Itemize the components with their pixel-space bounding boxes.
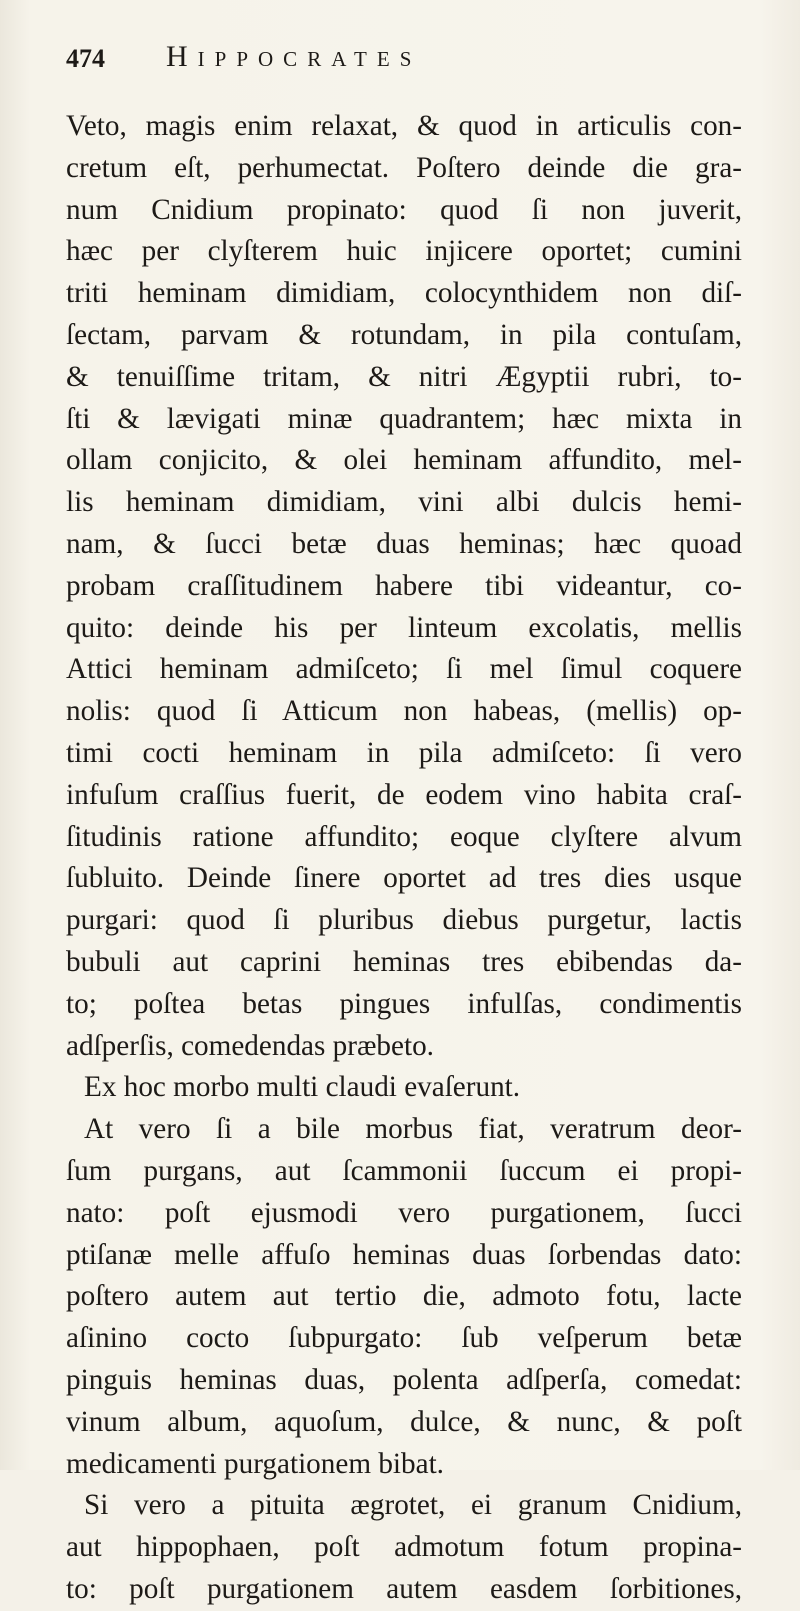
text-line: to; poſtea betas pingues infulſas, condimentis bbox=[66, 987, 742, 1020]
text-line: pinguis heminas duas, polenta adſperſa, comedat: bbox=[66, 1363, 742, 1396]
text-line: quito: deinde his per linteum excolatis, mellis bbox=[66, 611, 742, 644]
text-line: ollam conjicito, & olei heminam affundito, mel- bbox=[66, 444, 742, 477]
text-line: hæc per clyſterem huic injicere oportet; cumini bbox=[66, 235, 742, 268]
page-number: 474 bbox=[66, 44, 105, 73]
text-line: probam craſſitudinem habere tibi videantur, co- bbox=[66, 569, 742, 602]
text-line: to: poſt purgationem autem easdem ſorbitiones, bbox=[66, 1572, 742, 1605]
text-line: ſectam, parvam & rotundam, in pila contuſam, bbox=[66, 318, 742, 351]
body-text bbox=[66, 106, 742, 1611]
page-header bbox=[66, 36, 666, 76]
text-line: ſum purgans, aut ſcammonii ſuccum ei propi- bbox=[66, 1154, 742, 1187]
text-line: triti heminam dimidiam, colocynthidem non diſ- bbox=[66, 277, 742, 310]
text-line: num Cnidium propinato: quod ſi non juverit, bbox=[66, 193, 742, 226]
text-line: adſperſis, comedendas præbeto. bbox=[66, 1029, 434, 1062]
text-line: vinum album, aquoſum, dulce, & nunc, & poſt bbox=[66, 1405, 742, 1438]
text-line: ſitudinis ratione affundito; eoque clyſtere alvum bbox=[66, 820, 742, 853]
text-line: aſinino cocto ſubpurgato: ſub veſperum betæ bbox=[66, 1322, 742, 1355]
text-line: timi cocti heminam in pila admiſceto: ſi vero bbox=[66, 736, 742, 769]
text-line: Attici heminam admiſceto; ſi mel ſimul coquere bbox=[66, 653, 742, 686]
text-line: & tenuiſſime tritam, & nitri Ægyptii rubri, to- bbox=[66, 360, 742, 393]
text-line: Ex hoc morbo multi claudi evaſerunt. bbox=[84, 1071, 521, 1104]
text-line: Veto, magis enim relaxat, & quod in articulis con- bbox=[66, 110, 742, 142]
text-line: nam, & ſucci betæ duas heminas; hæc quoad bbox=[66, 527, 742, 560]
text-line: bubuli aut caprini heminas tres ebibendas da- bbox=[66, 945, 742, 978]
text-line: cretum eſt, perhumectat. Poſtero deinde die gra- bbox=[66, 151, 742, 184]
text-line: nato: poſt ejusmodi vero purgationem, ſucci bbox=[66, 1196, 742, 1229]
text-line: ptiſanæ melle affuſo heminas duas ſorbendas dato: bbox=[66, 1238, 742, 1271]
text-line: Si vero a pituita ægrotet, ei granum Cnidium, bbox=[84, 1489, 742, 1522]
text-line: aut hippophaen, poſt admotum fotum propina- bbox=[66, 1531, 742, 1564]
text-line: poſtero autem aut tertio die, admoto fotu, lacte bbox=[66, 1280, 742, 1313]
running-title: Hippocrates bbox=[166, 40, 422, 73]
text-line: nolis: quod ſi Atticum non habeas, (mellis) op- bbox=[66, 695, 742, 728]
text-line: lis heminam dimidiam, vini albi dulcis hemi- bbox=[66, 486, 742, 519]
text-line: ſubluito. Deinde ſinere oportet ad tres dies usque bbox=[66, 862, 742, 895]
text-line: At vero ſi a bile morbus fiat, veratrum deor- bbox=[84, 1113, 742, 1146]
text-line: medicamenti purgationem bibat. bbox=[66, 1447, 444, 1480]
text-line: infuſum craſſius fuerit, de eodem vino habita craſ- bbox=[66, 778, 742, 811]
text-line: purgari: quod ſi pluribus diebus purgetur, lactis bbox=[66, 904, 742, 937]
text-line: ſti & lævigati minæ quadrantem; hæc mixta in bbox=[66, 402, 742, 435]
